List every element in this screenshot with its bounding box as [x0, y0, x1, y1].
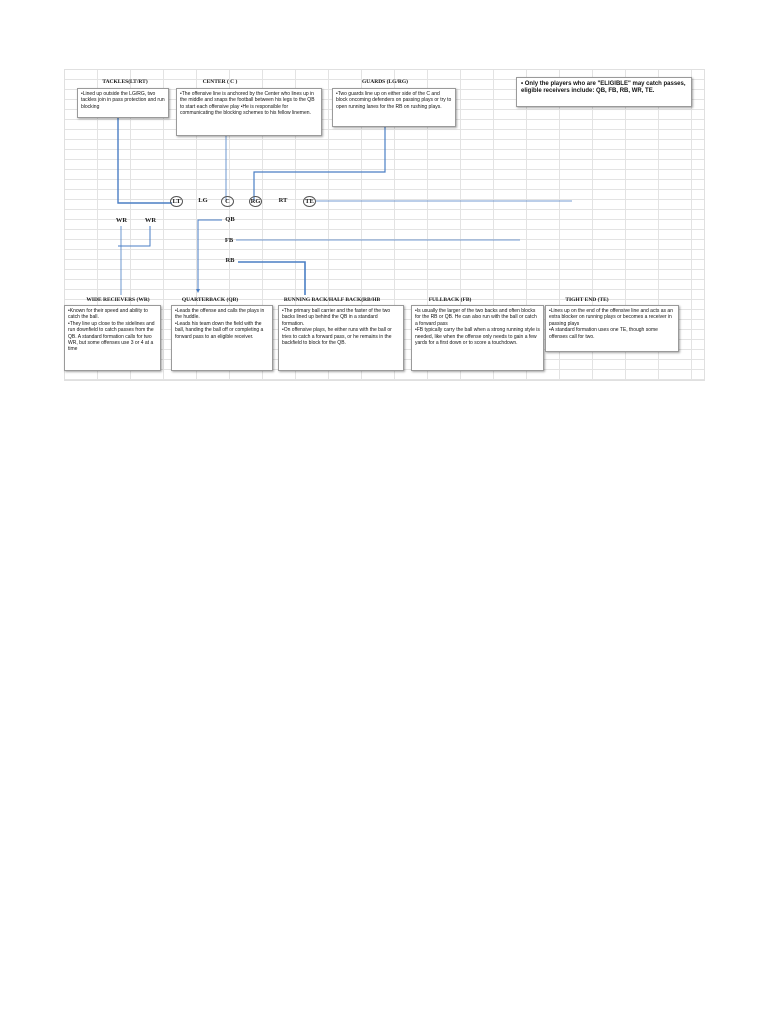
tackles-connector — [118, 118, 172, 203]
tight-end-box — [545, 305, 679, 352]
header-center: CENTER ( C ) — [202, 79, 238, 85]
guards-box — [332, 88, 456, 127]
fb-text-1: •Is usually the larger of the two backs and often blocks for the RB or QB. He can also run with the ball or catch a forward pass — [415, 308, 537, 327]
tackles-text-1: •Lined up outside the LG/RG, two tackles join in pass protection and run blocking — [81, 91, 165, 110]
wr-bracket — [118, 226, 150, 246]
fullback-box — [411, 305, 544, 371]
header-fullback: FULLBACK (FB) — [428, 297, 472, 303]
te-text-1: •Lines up on the end of the offensive line and acts as an extra blocker on running plays or becomes a receiver in passing plays — [549, 308, 673, 327]
header-guards: GUARDS (LG/RG) — [362, 79, 408, 85]
center-text-1: •The offensive line is anchored by the Center who lines up in the middle and snaps the football between his legs to the QB to start each offensive play •He is responsible for communicating the blocking schemes to his fellow linemen. — [180, 91, 315, 117]
position-rb: RB — [225, 257, 235, 264]
position-wr-2: WR — [144, 217, 157, 224]
quarterback-box — [171, 305, 273, 371]
wr-text-2: •They line up close to the sidelines and run downfield to catch passes from the QB. A standard formation calls for two WR, but some offenses use 3 or 4 at a time — [68, 320, 155, 353]
tackles-box — [77, 88, 169, 118]
header-tight-end: TIGHT END (TE) — [565, 297, 609, 303]
center-box — [176, 88, 322, 136]
running-back-box — [278, 305, 404, 371]
fb-text-2: •FB typically carry the ball when a strong running style is needed, like when the offense only needs to gain a few yards for a first down or to score a touchdown. — [415, 327, 540, 347]
guards-connector — [254, 127, 385, 201]
qb-arrowhead — [196, 289, 200, 293]
position-fb: FB — [224, 237, 234, 244]
eligible-note-text: • Only the players who are "ELIGIBLE" may catch passes, eligible receivers include: QB, FB, RB, WR, TE. — [521, 81, 686, 95]
position-te: TE — [303, 196, 316, 207]
position-lg: LG — [198, 197, 208, 204]
header-quarterback: QUARTERBACK (QB) — [181, 297, 239, 303]
guards-text-1: •Two guards line up on either side of the C and block oncoming defenders on passing plays or try to open running lanes for the RB on rushing plays. — [336, 91, 452, 110]
position-rt: RT — [278, 197, 288, 204]
header-tackles: TACKLES(LT/RT) — [102, 79, 148, 85]
header-running-back: RUNNING BACK/HALF BACK(RB/HB — [283, 297, 381, 303]
te-text-2: •A standard formation uses one TE, though some offenses call for two. — [549, 327, 658, 340]
wr-text-1: •Known for their speed and ability to catch the ball. — [68, 308, 148, 321]
qb-text-2: •Leads his team down the field with the ball, handing the ball off or completing a forward pass to an eligible receiver. — [175, 320, 264, 340]
position-rg: RG — [250, 198, 261, 205]
wide-receivers-box — [64, 305, 161, 371]
position-c: C — [221, 196, 234, 207]
position-lt: LT — [170, 196, 183, 207]
position-wr-1: WR — [115, 217, 128, 224]
qb-connector — [198, 220, 222, 290]
rb-connector — [238, 262, 305, 295]
qb-text-1: •Leads the offense and calls the plays in the huddle. — [175, 308, 265, 321]
position-qb: QB — [225, 216, 235, 223]
header-wide-receivers: WIDE RECIEVERS (WR) — [86, 297, 150, 303]
eligible-note-box — [516, 77, 692, 107]
rb-text-2: •On offensive plays, he either runs with the ball or tries to catch a forward pass, or he remains in the backfield to block for the QB. — [282, 327, 392, 347]
rb-text-1: •The primary ball carrier and the faster of the two backs lined up behind the QB in a standard formation. — [282, 308, 391, 327]
